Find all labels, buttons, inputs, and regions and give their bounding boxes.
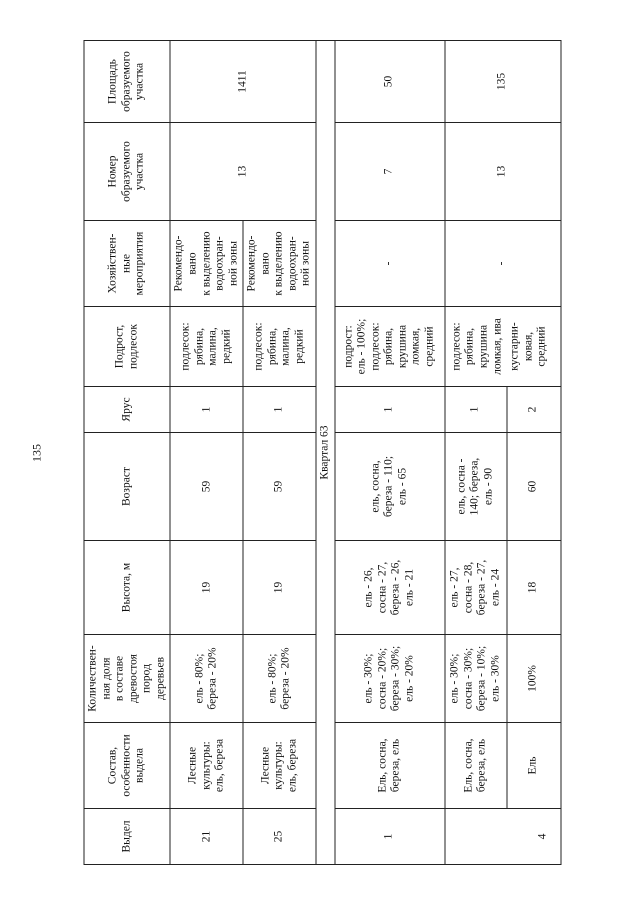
dolya-cell: ель - 30%; сосна - 20%; береза - 30%; ель - 20% (335, 635, 445, 723)
header-meropriyatiya: Хозяйствен- ные мероприятия (84, 221, 170, 307)
vydel-cell: 4 (445, 809, 561, 865)
quarter-label: Квартал 63 (316, 41, 335, 865)
podrost-cell: подлесок: рябина, крушина ломкая, ива (445, 307, 507, 387)
sostav-cell: Лесные культуры: ель, береза (170, 723, 243, 809)
table-row (445, 41, 507, 865)
sostav-cell: Ель, сосна, береза, ель (335, 723, 445, 809)
yarus-cell: 1 (445, 387, 507, 433)
header-dolya: Количествен- ная доля в составе древостоя пород деревьев (84, 635, 170, 723)
header-podrost: Подрост, подлесок (84, 307, 170, 387)
header-ploshad: Площадь образуемого участка (84, 41, 170, 123)
sostav-cell: Ель (507, 723, 561, 809)
forest-data-table (84, 40, 562, 865)
header-vydel: Выдел (84, 809, 170, 865)
quarter-row (316, 41, 335, 865)
podrost-cell: подлесок: рябина, малина, редкий (170, 307, 243, 387)
sostav-cell: Лесные культуры: ель, береза (243, 723, 316, 809)
ploshad-cell: 1411 (170, 41, 316, 123)
rotated-table-container (84, 41, 557, 865)
vysota-cell: 19 (243, 541, 316, 635)
table-row (170, 41, 243, 865)
dolya-cell: ель - 80%; береза - 20% (243, 635, 316, 723)
dolya-cell: ель - 80%; береза - 20% (170, 635, 243, 723)
meropriyatiya-cell: - (445, 221, 561, 307)
nomer-cell: 13 (445, 123, 561, 221)
nomer-cell: 13 (170, 123, 316, 221)
yarus-cell: 1 (243, 387, 316, 433)
dolya-cell: ель - 30%; сосна - 30%; береза - 10%; ель - 30% (445, 635, 507, 723)
header-nomer: Номер образуемого участка (84, 123, 170, 221)
podrost-cell: подрост: ель - 100%; подлесок: рябина, крушина ломкая, средний (335, 307, 445, 387)
vozrast-cell: ель, сосна, береза - 110; ель - 65 (335, 433, 445, 541)
nomer-cell: 7 (335, 123, 445, 221)
dolya-cell: 100% (507, 635, 561, 723)
vysota-cell: 19 (170, 541, 243, 635)
ploshad-cell: 135 (445, 41, 561, 123)
ploshad-cell: 50 (335, 41, 445, 123)
header-vozrast: Возраст (84, 433, 170, 541)
table-row (335, 41, 445, 865)
yarus-cell: 1 (335, 387, 445, 433)
yarus-cell: 2 (507, 387, 561, 433)
vozrast-cell: 59 (243, 433, 316, 541)
meropriyatiya-cell: Рекомендо- вано к выделению водоохран- ной зоны (170, 221, 243, 307)
vozrast-cell: 60 (507, 433, 561, 541)
vydel-cell: 21 (170, 809, 243, 865)
vydel-cell: 25 (243, 809, 316, 865)
header-vysota: Высота, м (84, 541, 170, 635)
vysota-cell: 18 (507, 541, 561, 635)
sostav-cell: Ель, сосна, береза, ель (445, 723, 507, 809)
header-row (84, 41, 170, 865)
vysota-cell: ель - 26, сосна - 27, береза - 26, ель - 21 (335, 541, 445, 635)
meropriyatiya-cell: Рекомендо- вано к выделению водоохран- ной зоны (243, 221, 316, 307)
yarus-cell: 1 (170, 387, 243, 433)
podrost-cell: кустарни- ковая, средний (507, 307, 561, 387)
header-sostav: Состав, особенности выдела (84, 723, 170, 809)
vysota-cell: ель - 27, сосна - 28, береза - 27, ель - 24 (445, 541, 507, 635)
vozrast-cell: ель, сосна - 140; береза, ель - 90 (445, 433, 507, 541)
vydel-cell: 1 (335, 809, 445, 865)
header-yarus: Ярус (84, 387, 170, 433)
vozrast-cell: 59 (170, 433, 243, 541)
page-number: 135 (29, 444, 44, 462)
podrost-cell: подлесок: рябина, малина, редкий (243, 307, 316, 387)
meropriyatiya-cell: - (335, 221, 445, 307)
